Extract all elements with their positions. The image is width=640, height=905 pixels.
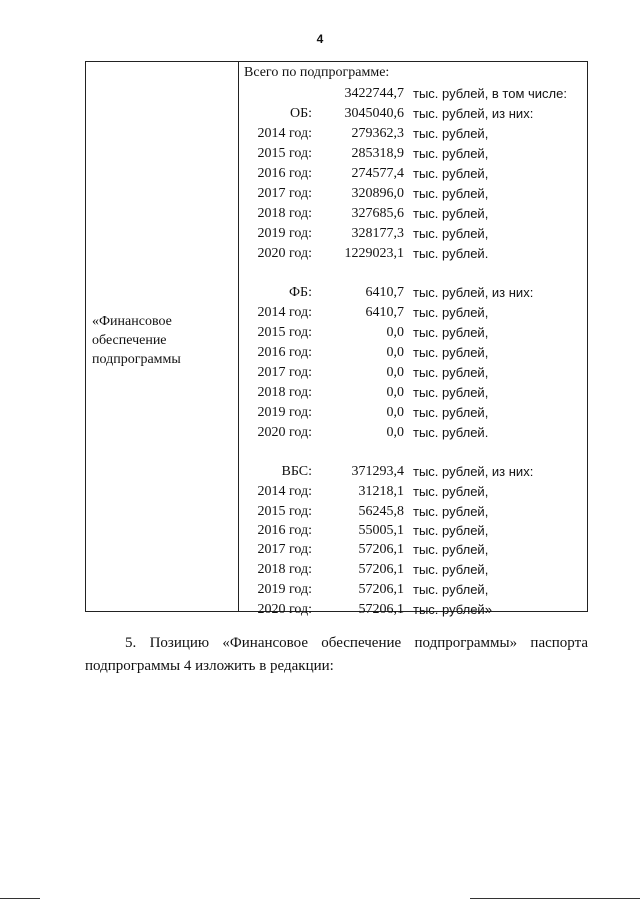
row-unit: тыс. рублей, <box>413 166 489 181</box>
row-unit: тыс. рублей, <box>413 582 489 597</box>
row-unit: тыс. рублей. <box>413 425 489 440</box>
row-value: 3045040,6 <box>344 106 404 121</box>
table-row <box>86 403 589 422</box>
row-label: 2019 год: <box>257 405 312 420</box>
row-value: 57206,1 <box>358 542 404 557</box>
row-label: 2020 год: <box>257 246 312 261</box>
row-unit: тыс. рублей, <box>413 325 489 340</box>
row-label: 2015 год: <box>257 146 312 161</box>
row-unit: тыс. рублей, <box>413 562 489 577</box>
table-row <box>86 244 589 263</box>
table-row <box>86 560 589 579</box>
row-value: 55005,1 <box>358 523 404 538</box>
table-row <box>86 323 589 342</box>
row-unit: тыс. рублей, <box>413 405 489 420</box>
paragraph-line-2: подпрограммы 4 изложить в редакции: <box>85 658 334 674</box>
row-unit: тыс. рублей, <box>413 345 489 360</box>
table-row <box>86 84 589 103</box>
row-value: 6410,7 <box>365 305 404 320</box>
table-row <box>86 144 589 163</box>
row-unit: тыс. рублей, <box>413 226 489 241</box>
row-value: 0,0 <box>386 325 404 340</box>
row-label: 2019 год: <box>257 582 312 597</box>
financing-table <box>85 61 588 617</box>
row-value: 6410,7 <box>365 285 404 300</box>
row-label: 2018 год: <box>257 562 312 577</box>
table-row <box>86 502 589 521</box>
total-heading: Всего по подпрограмме: <box>244 65 390 80</box>
table-row <box>86 540 589 559</box>
row-label: 2015 год: <box>257 504 312 519</box>
left-label-line: «Финансовое <box>92 314 172 329</box>
row-unit: тыс. рублей, из них: <box>413 106 534 121</box>
row-value: 285318,9 <box>351 146 404 161</box>
row-value: 0,0 <box>386 385 404 400</box>
row-value: 3422744,7 <box>344 86 404 101</box>
row-unit: тыс. рублей, из них: <box>413 285 534 300</box>
row-label: 2019 год: <box>257 226 312 241</box>
table-row <box>86 343 589 362</box>
table-row <box>86 104 589 123</box>
row-label: 2020 год: <box>257 602 312 617</box>
row-label: 2016 год: <box>257 523 312 538</box>
table-row <box>86 164 589 183</box>
row-value: 0,0 <box>386 345 404 360</box>
table-row <box>86 580 589 599</box>
row-unit: тыс. рублей, в том числе: <box>413 86 567 101</box>
row-label: 2017 год: <box>257 365 312 380</box>
table-row <box>86 204 589 223</box>
table-row <box>86 363 589 382</box>
table-row <box>86 462 589 481</box>
row-unit: тыс. рублей, <box>413 206 489 221</box>
row-value: 371293,4 <box>351 464 404 479</box>
row-unit: тыс. рублей, <box>413 484 489 499</box>
body-paragraph <box>85 632 588 678</box>
row-value: 279362,3 <box>351 126 404 141</box>
row-value: 57206,1 <box>358 582 404 597</box>
row-label: 2014 год: <box>257 484 312 499</box>
row-unit: тыс. рублей, <box>413 305 489 320</box>
row-value: 327685,6 <box>351 206 404 221</box>
row-label: 2015 год: <box>257 325 312 340</box>
row-value: 57206,1 <box>358 562 404 577</box>
paragraph-line-1: 5. Позицию «Финансовое обеспечение подпрограммы» паспорта <box>125 635 588 651</box>
row-unit: тыс. рублей, <box>413 186 489 201</box>
row-label: 2020 год: <box>257 425 312 440</box>
table-row <box>86 600 589 619</box>
table-row <box>86 283 589 302</box>
footer-rule-left <box>0 898 40 899</box>
row-label: ВБС: <box>281 464 312 479</box>
left-label-line: обеспечение <box>92 333 167 348</box>
row-value: 0,0 <box>386 425 404 440</box>
row-value: 328177,3 <box>351 226 404 241</box>
row-value: 0,0 <box>386 365 404 380</box>
row-label: ФБ: <box>289 285 312 300</box>
row-unit: тыс. рублей, <box>413 146 489 161</box>
row-label: 2017 год: <box>257 542 312 557</box>
row-label: 2016 год: <box>257 166 312 181</box>
table-row <box>86 482 589 501</box>
table-row <box>86 184 589 203</box>
table-row <box>86 521 589 540</box>
row-unit: тыс. рублей, из них: <box>413 464 534 479</box>
table-row <box>86 124 589 143</box>
row-unit: тыс. рублей, <box>413 523 489 538</box>
left-label-line: подпрограммы <box>92 352 181 367</box>
row-unit: тыс. рублей, <box>413 365 489 380</box>
row-unit: тыс. рублей, <box>413 126 489 141</box>
row-unit: тыс. рублей, <box>413 542 489 557</box>
row-unit: тыс. рублей. <box>413 246 489 261</box>
table-row <box>86 383 589 402</box>
footer-rule-right <box>470 898 640 899</box>
table-row <box>86 303 589 322</box>
row-label: 2018 год: <box>257 385 312 400</box>
row-label: ОБ: <box>289 106 312 121</box>
row-value: 320896,0 <box>351 186 404 201</box>
row-label: 2014 год: <box>257 305 312 320</box>
row-label: 2018 год: <box>257 206 312 221</box>
row-label: 2014 год: <box>257 126 312 141</box>
row-unit: тыс. рублей» <box>413 602 492 617</box>
row-value: 31218,1 <box>358 484 404 499</box>
table-row <box>86 224 589 243</box>
row-label: 2017 год: <box>257 186 312 201</box>
row-value: 1229023,1 <box>344 246 404 261</box>
row-unit: тыс. рублей, <box>413 385 489 400</box>
row-value: 57206,1 <box>358 602 404 617</box>
row-label: 2016 год: <box>257 345 312 360</box>
row-value: 0,0 <box>386 405 404 420</box>
table-row <box>86 423 589 442</box>
row-value: 56245,8 <box>358 504 404 519</box>
row-value: 274577,4 <box>351 166 404 181</box>
page-number: 4 <box>316 32 324 46</box>
row-unit: тыс. рублей, <box>413 504 489 519</box>
